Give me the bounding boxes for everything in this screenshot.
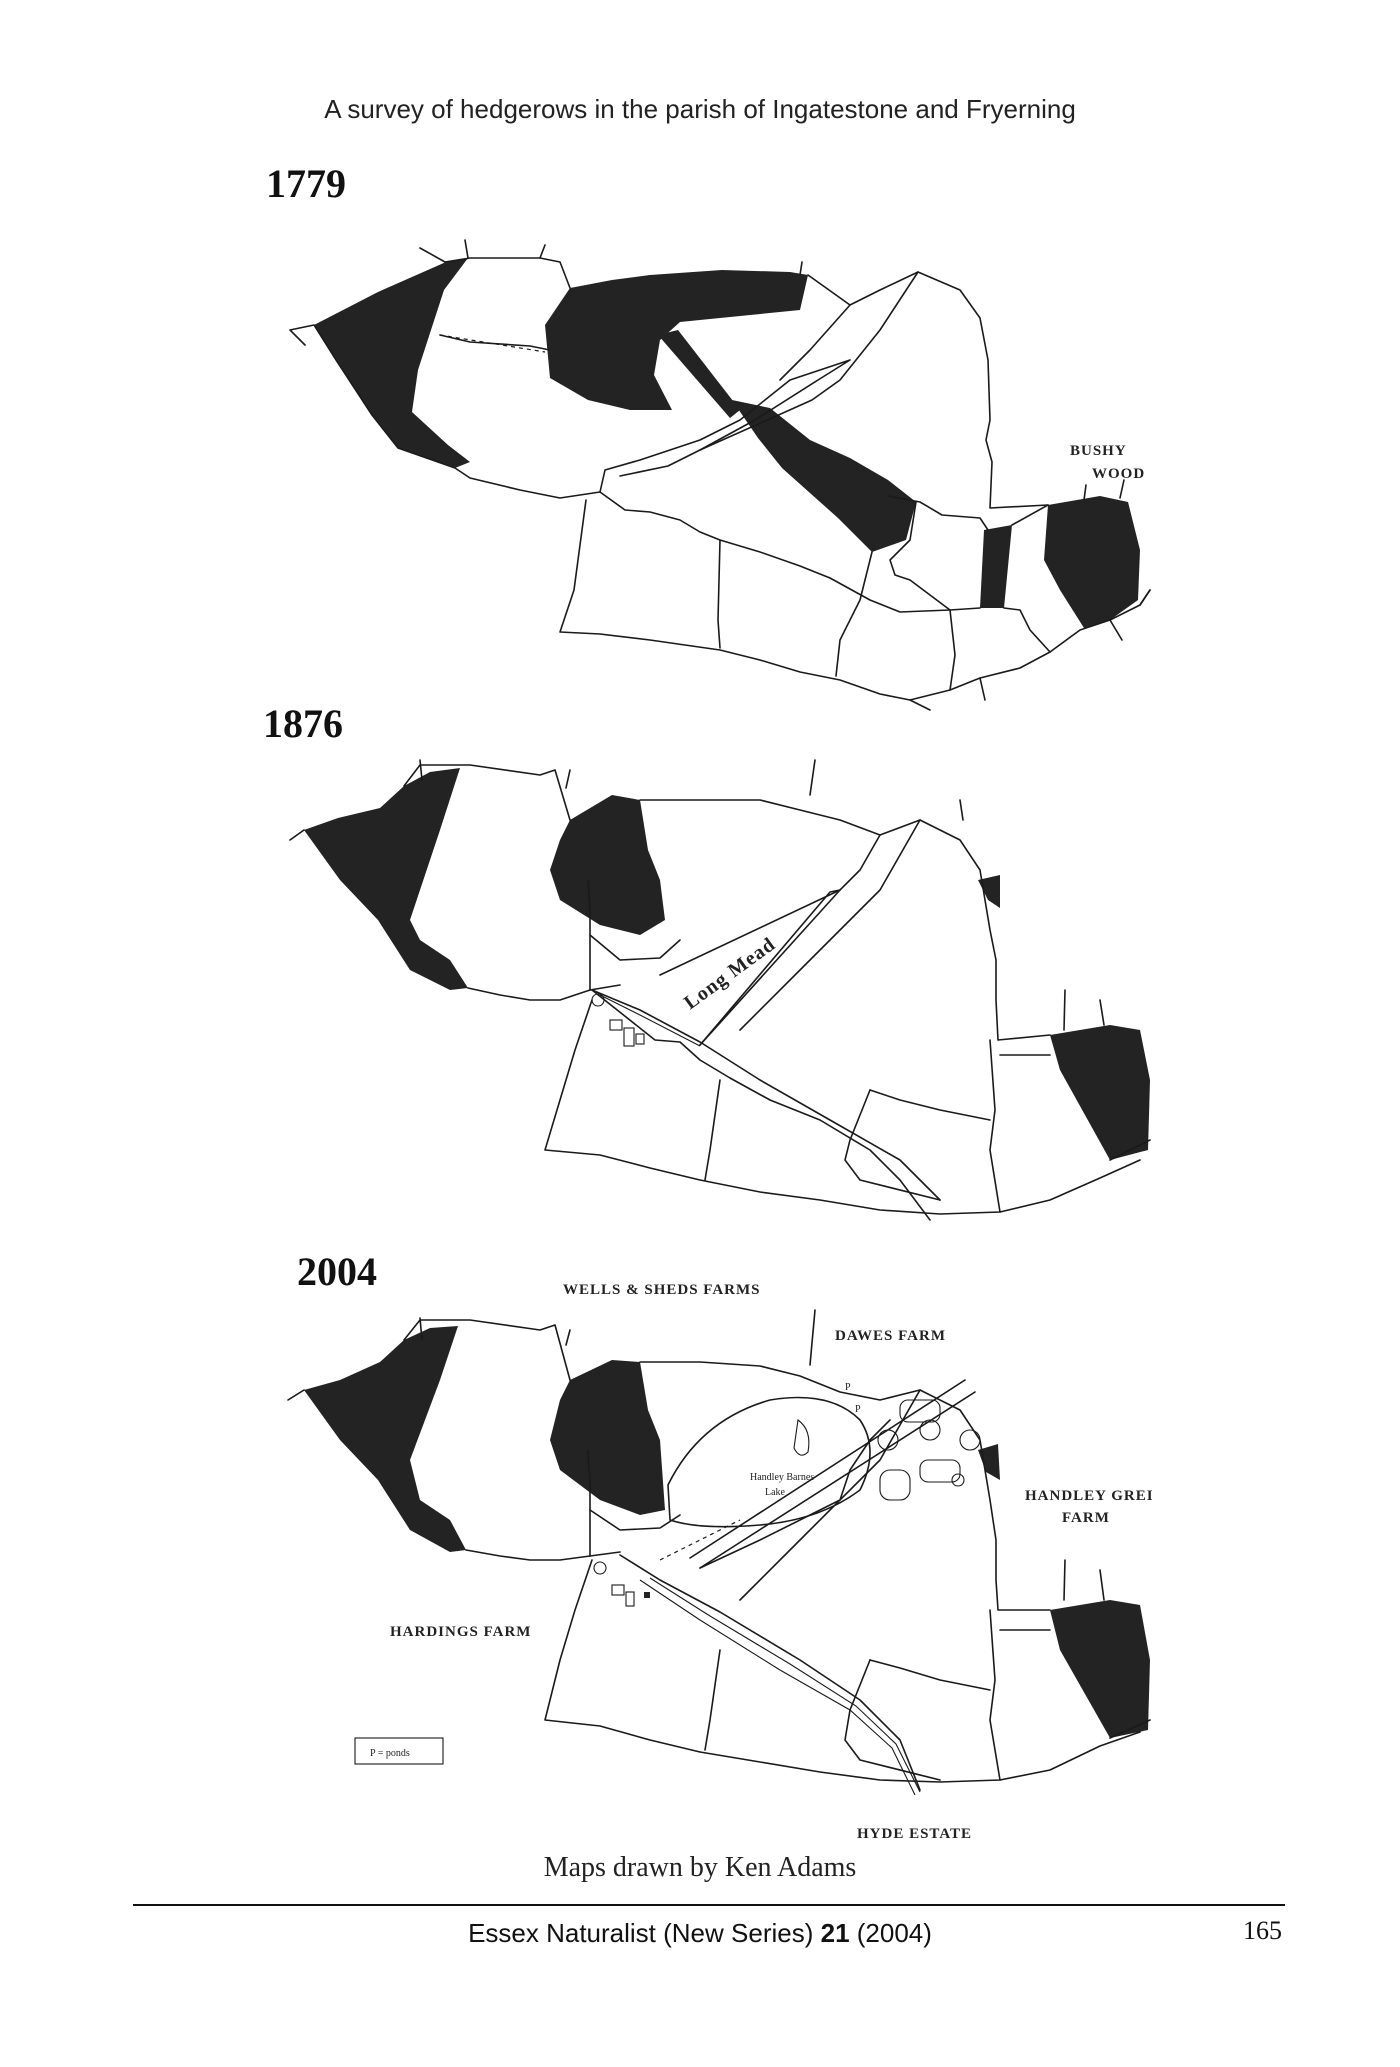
label-long-mead: Long Mead bbox=[680, 933, 780, 1015]
pond-marker: P bbox=[855, 1404, 861, 1415]
label-hardings: HARDINGS FARM bbox=[390, 1624, 532, 1640]
map-1779 bbox=[0, 230, 1400, 730]
map-labels bbox=[390, 1282, 1154, 1842]
pond-marker: P bbox=[845, 1382, 851, 1393]
journal-volume: 21 bbox=[820, 1918, 850, 1948]
woodland-blocks bbox=[314, 258, 1140, 628]
label-wells-sheds: WELLS & SHEDS FARMS bbox=[563, 1282, 761, 1298]
journal-year: (2004) bbox=[849, 1918, 932, 1948]
map-credit: Maps drawn by Ken Adams bbox=[543, 1852, 857, 1883]
label-wood: WOOD bbox=[1092, 466, 1146, 482]
map-year-1876: 1876 bbox=[263, 701, 343, 746]
map-year-2004: 2004 bbox=[297, 1249, 377, 1294]
label-lake-1: Handley Barnes bbox=[750, 1472, 815, 1483]
map-year-1779: 1779 bbox=[266, 161, 346, 206]
label-dawes: DAWES FARM bbox=[835, 1328, 946, 1344]
label-lake-2: Lake bbox=[765, 1487, 785, 1498]
journal-name: Essex Naturalist (New Series) bbox=[468, 1918, 821, 1948]
page-number: 165 bbox=[1243, 1916, 1282, 1945]
ponds bbox=[845, 1382, 980, 1500]
footer-rule bbox=[133, 1904, 1285, 1906]
legend bbox=[355, 1738, 443, 1764]
label-hyde: HYDE ESTATE bbox=[857, 1826, 973, 1842]
label-bushy: BUSHY bbox=[1070, 443, 1127, 459]
legend-text: P = ponds bbox=[370, 1748, 410, 1759]
map-labels bbox=[1070, 443, 1145, 482]
woodland-blocks bbox=[304, 1326, 1150, 1738]
farm-buildings bbox=[592, 994, 644, 1046]
label-handley-farm: FARM bbox=[1062, 1510, 1110, 1526]
label-handley-green: HANDLEY GREI bbox=[1025, 1488, 1154, 1504]
page-header: A survey of hedgerows in the parish of Ingatestone and Fryerning bbox=[324, 94, 1076, 124]
map-2004 bbox=[0, 1260, 1400, 1860]
map-1876 bbox=[0, 740, 1400, 1240]
page-footer bbox=[0, 1918, 1400, 1949]
